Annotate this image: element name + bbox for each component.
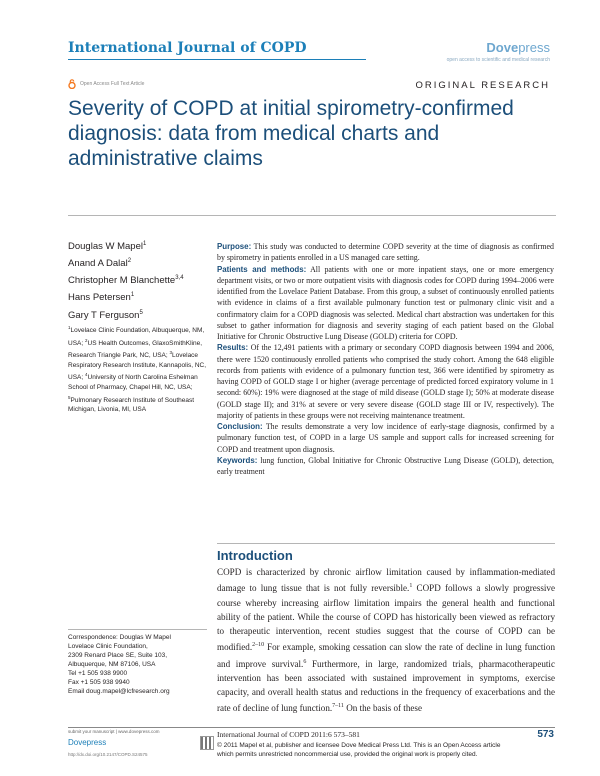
article-type: ORIGINAL RESEARCH (415, 80, 550, 91)
citation-ref[interactable]: 2–10 (252, 642, 265, 649)
author: Douglas W Mapel$^1$ (68, 241, 147, 253)
license-notice: © 2011 Mapel et al, publisher and licensee Dove Medical Press Ltd. This is an Open Access article which permits unrestricted noncommercial use, provided the original work is properly cited. (217, 742, 501, 758)
affiliations: $^1$Lovelace Clinic Foundation, Albuquerque, NM, USA; $^2$US Health Outcomes, GlaxoSmithKline, Research Triangle Park, NC, USA; $^3$Lovelace Respiratory Research Institute, Kannapolis, NC, USA; $^4$University of North Carolina Eshelman School of Pharmacy, Chapel Hill, NC, USA; $^5$Pulmonary Research Institute of Southeast Michigan, Livonia, MI, USA (68, 325, 207, 414)
article-title: Severity of COPD at initial spirometry-confirmed diagnosis: data from medical charts and administrative claims (68, 97, 514, 170)
open-access-label: Open Access Full Text Article (80, 81, 145, 87)
footer-citation: International Journal of COPD 2011:6 573–581 (217, 730, 360, 739)
header-rule (68, 59, 366, 60)
section-heading: Introduction (217, 548, 293, 563)
footer-rule (68, 727, 555, 728)
open-access-row (68, 79, 144, 89)
correspondence: Correspondence: Douglas W Mapel Lovelace Clinic Foundation, 2309 Renard Place SE, Suite 103, Albuquerque, NM 87106, USA Tel +1 505 938 9900 Fax +1 505 938 9940 Email doug.mapel@lcfresearch.org (68, 633, 208, 696)
citation-ref[interactable]: 7–11 (332, 703, 344, 710)
qr-code-icon (200, 736, 214, 750)
publisher-tagline: open access to scientific and medical research (446, 57, 550, 63)
footer-dovepress-logo[interactable]: Dovepress (68, 738, 107, 747)
author: Hans Petersen$^1$ (68, 292, 135, 304)
journal-title: International Journal of COPD (68, 40, 307, 56)
abstract-methods: Patients and methods: All patients with one or more inpatient stays, one or more emergency department visits, or two or more outpatient visits with diagnosis codes for COPD during 1994–2006 were identified from the Lovelace Patient Database. From this group, a subset of continuously enrolled patients with evidence in claims of a first available pulmonary function test or pulmonary clinic visit and a confirmatory claim for a COPD diagnosis was selected. Medical chart abstraction was undertaken for this subset to gather information for diagnosis and severity staging of each patient based on the Global Initiative for Chronic Obstructive Lung Disease (GOLD) criteria for COPD. (217, 264, 554, 341)
page-number: 573 (537, 729, 554, 740)
citation-ref[interactable]: 1 (409, 583, 413, 590)
title-rule (68, 215, 556, 216)
publisher-logo[interactable] (486, 40, 550, 55)
doi-link[interactable]: http://dx.doi.org/10.2147/COPD.S24575 (68, 752, 148, 757)
publisher-name-bold: Dove (486, 40, 519, 55)
intro-paragraph: COPD is characterized by chronic airflow limitation caused by inflammation-mediated damage to lung tissue that is not fully reversible.$^1$ COPD follows a slowly progressive course whereby increasing airflow limitation impairs the general health and functional ability of the patient. While the course of COPD has historically been viewed as refractory to therapeutic intervention, recent studies suggest that the course of COPD can be modified.$^{2-10}$ For example, smoking cessation can slow the rate of decline in lung function and improve survival.$^6$ Furthermore, in large, randomized trials, pharmacotherapeutic intervention has been associated with sustained improvement in symptoms, exercise capacity, and overall health status and reductions in the frequency of exacerbations and the rate of decline of lung function.$^{7-11}$ On the basis of these (217, 567, 555, 714)
email-link[interactable]: Email doug.mapel@lcfresearch.org (68, 688, 170, 695)
abstract-conclusion: Conclusion: The results demonstrate a very low incidence of early-stage diagnosis, confirmed by a pulmonary function test, of COPD in a large US sample and support calls for increased screening for COPD and treatment upon diagnosis. (217, 422, 554, 454)
abstract (217, 241, 554, 477)
open-access-icon (68, 79, 76, 89)
intro-rule (217, 543, 555, 544)
citation-ref[interactable]: 6 (303, 658, 307, 665)
correspondence-rule (68, 629, 207, 630)
author: Gary T Ferguson$^5$ (68, 309, 143, 321)
abstract-keywords: Keywords: lung function, Global Initiative for Chronic Obstructive Lung Disease (GOLD), detection, early treatment (217, 455, 554, 476)
author: Anand A Dalal$^2$ (68, 258, 132, 270)
author: Christopher M Blanchette$^{3,4}$ (68, 275, 184, 287)
author-list (68, 237, 208, 323)
abstract-results: Results: Of the 12,491 patients with a primary or secondary COPD diagnosis between 1994 and 2006, there were 1520 continuously enrolled patients who comprised the study cohort. Among the 648 eligible records from patients with evidence of a pulmonary function test, 366 were identified by spirometry as having COPD of GOLD stage I or higher (average percentage of predicted forced expiratory volume in 1 second: 60%): 19% were diagnosed at the stage of mild disease (GOLD stage I); 50% at moderate disease (GOLD stage II); and 31% at severe or very severe disease (GOLD stage III or IV, respectively). The majority of patients in these groups were not receiving maintenance treatment. (217, 343, 554, 420)
submit-manuscript-link[interactable]: submit your manuscript | www.dovepress.com (68, 729, 160, 734)
publisher-name-rest: press (518, 40, 550, 55)
abstract-purpose: Purpose: This study was conducted to determine COPD severity at the time of diagnosis as confirmed by spirometry in patients enrolled in a US managed care setting. (217, 242, 554, 263)
